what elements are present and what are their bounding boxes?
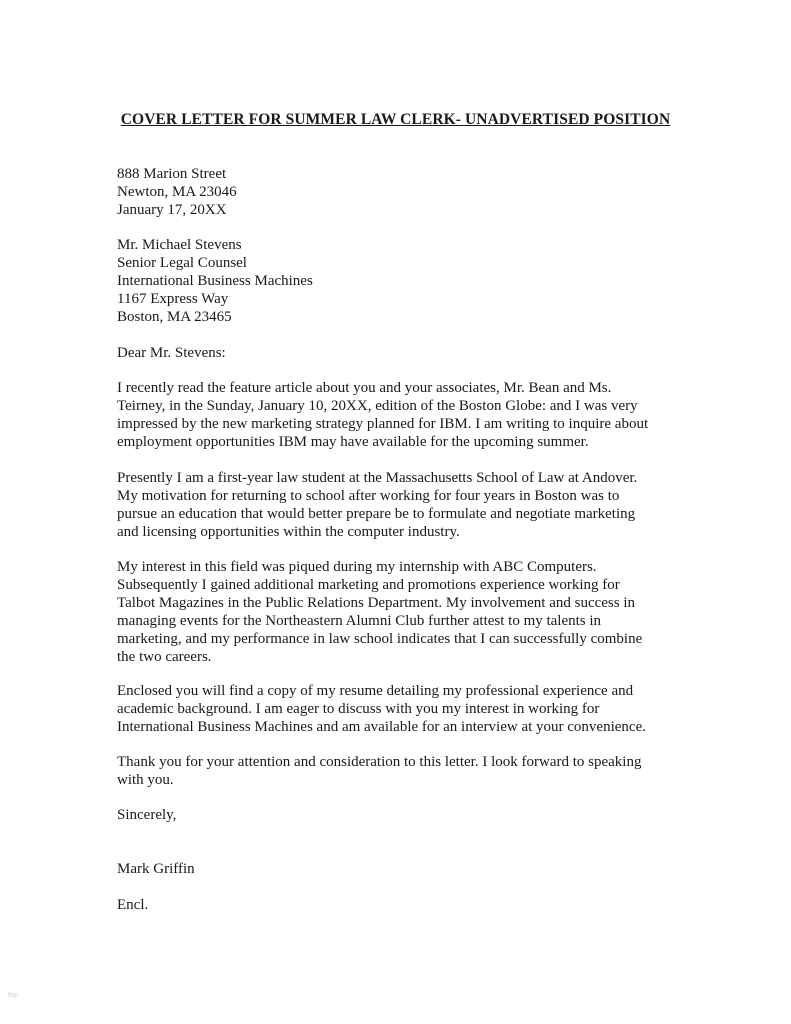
recipient-address xyxy=(117,236,697,326)
paragraph-line: the two careers. xyxy=(117,649,212,665)
recipient-name: Mr. Michael Stevens xyxy=(117,237,242,253)
recipient-street: 1167 Express Way xyxy=(117,291,229,307)
paragraph-line: Presently I am a first-year law student at the Massachusetts School of Law at Andover. xyxy=(117,470,638,486)
paragraph-line: My motivation for returning to school after working for four years in Boston was to xyxy=(117,488,620,504)
paragraph-line: with you. xyxy=(117,772,174,788)
sender-street: 888 Marion Street xyxy=(117,166,227,182)
watermark-text: Rizi xyxy=(8,993,18,999)
closing: Sincerely, xyxy=(117,807,177,823)
signature-name: Mark Griffin xyxy=(117,861,195,877)
paragraph-line: managing events for the Northeastern Alumni Club further attest to my talents in xyxy=(117,613,602,629)
paragraph-line: and licensing opportunities within the computer industry. xyxy=(117,524,460,540)
paragraph-5 xyxy=(117,753,697,789)
paragraph-line: pursue an education that would better prepare be to formulate and negotiate marketing xyxy=(117,506,636,522)
paragraph-line: Enclosed you will find a copy of my resume detailing my professional experience and xyxy=(117,683,634,699)
paragraph-1 xyxy=(117,379,697,451)
paragraph-3 xyxy=(117,558,697,666)
paragraph-line: I recently read the feature article about you and your associates, Mr. Bean and Ms. xyxy=(117,380,612,396)
paragraph-line: impressed by the new marketing strategy planned for IBM. I am writing to inquire about xyxy=(117,416,649,432)
paragraph-line: International Business Machines and am available for an interview at your convenience. xyxy=(117,719,646,735)
recipient-company: International Business Machines xyxy=(117,273,313,289)
paragraph-line: employment opportunities IBM may have available for the upcoming summer. xyxy=(117,434,589,450)
paragraph-line: My interest in this field was piqued during my internship with ABC Computers. xyxy=(117,559,597,575)
page-title: COVER LETTER FOR SUMMER LAW CLERK- UNADVERTISED POSITION xyxy=(120,111,671,128)
paragraph-line: academic background. I am eager to discuss with you my interest in working for xyxy=(117,701,600,717)
letter-date: January 17, 20XX xyxy=(117,202,227,218)
recipient-city: Boston, MA 23465 xyxy=(117,309,232,325)
sender-address xyxy=(117,165,697,219)
paragraph-4 xyxy=(117,682,697,736)
paragraph-line: Talbot Magazines in the Public Relations Department. My involvement and success in xyxy=(117,595,636,611)
paragraph-line: Subsequently I gained additional marketing and promotions experience working for xyxy=(117,577,620,593)
paragraph-line: marketing, and my performance in law school indicates that I can successfully combine xyxy=(117,631,643,647)
sender-city: Newton, MA 23046 xyxy=(117,184,237,200)
paragraph-line: Thank you for your attention and consideration to this letter. I look forward to speaking xyxy=(117,754,642,770)
enclosure-note: Encl. xyxy=(117,897,149,913)
paragraph-line: Teirney, in the Sunday, January 10, 20XX, edition of the Boston Globe: and I was very xyxy=(117,398,638,414)
paragraph-2 xyxy=(117,469,697,541)
salutation: Dear Mr. Stevens: xyxy=(117,345,226,361)
recipient-title: Senior Legal Counsel xyxy=(117,255,247,271)
